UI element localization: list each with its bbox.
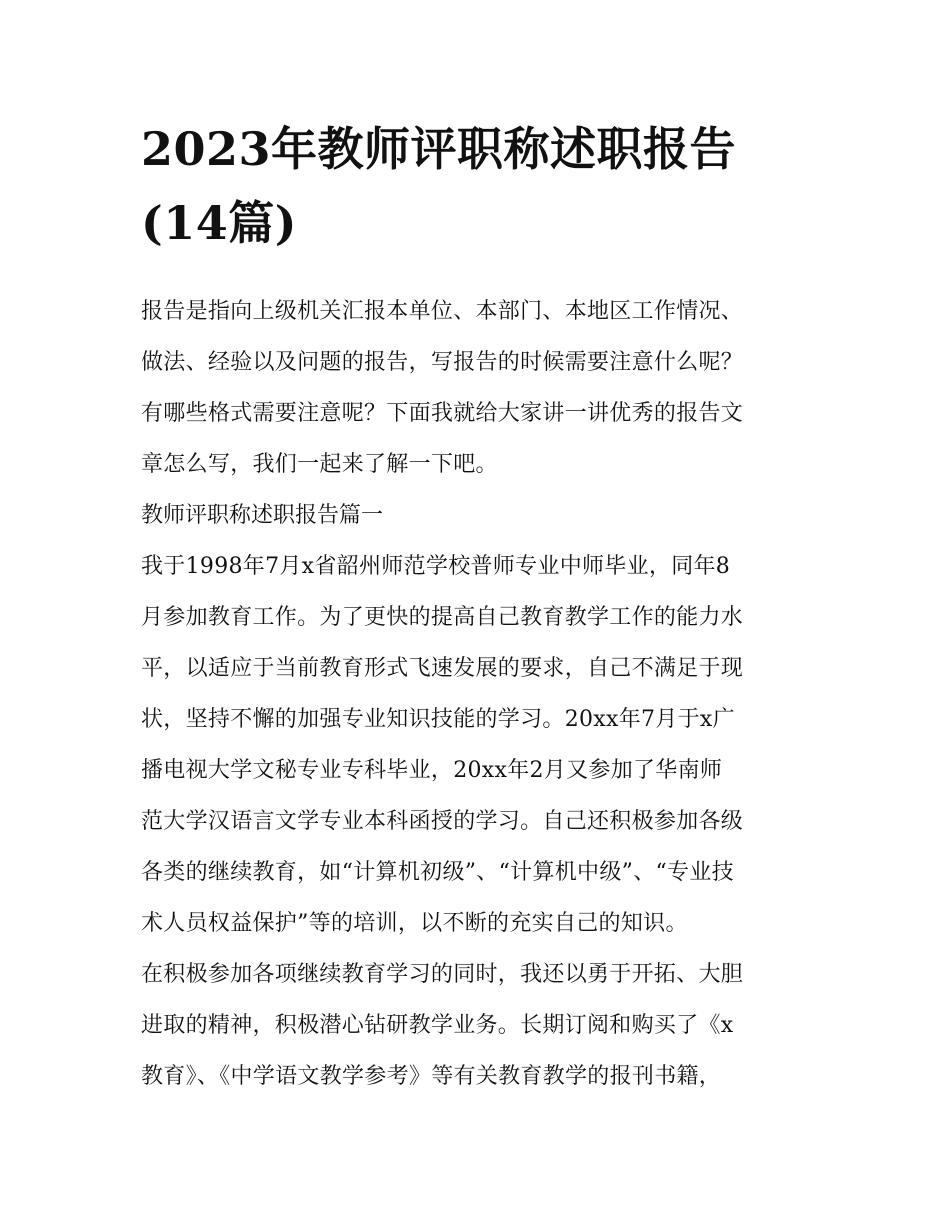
- paragraph-line: 我于1998年7月x省韶州师范学校普师专业中师毕业，同年8: [141, 554, 731, 579]
- intro-line: 报告是指向上级机关汇报本单位、本部门、本地区工作情况、: [141, 299, 744, 324]
- paragraph-line: 进取的精神，积极潜心钻研教学业务。长期订阅和购买了《x: [141, 1013, 734, 1038]
- paragraph-line: 状，坚持不懈的加强专业知识技能的学习。20xx年7月于x广: [141, 707, 735, 732]
- intro-line: 有哪些格式需要注意呢？下面我就给大家讲一讲优秀的报告文: [141, 401, 744, 426]
- intro-line: 章怎么写，我们一起来了解一下吧。: [141, 452, 498, 477]
- paragraph-line: 平，以适应于当前教育形式飞速发展的要求，自己不满足于现: [141, 656, 744, 681]
- document-body: [141, 286, 813, 1102]
- paragraph-1: [141, 541, 813, 949]
- paragraph-line: 术人员权益保护”等的培训，以不断的充实自己的知识。: [141, 911, 688, 936]
- document-page: [141, 112, 813, 1102]
- paragraph-line: 在积极参加各项继续教育学习的同时，我还以勇于开拓、大胆: [141, 962, 744, 987]
- section-heading: 教师评职称述职报告篇一: [141, 503, 384, 528]
- paragraph-line: 月参加教育工作。为了更快的提高自己教育教学工作的能力水: [141, 605, 744, 630]
- paragraph-line: 范大学汉语言文学专业本科函授的学习。自己还积极参加各级: [141, 809, 744, 834]
- paragraph-line: 播电视大学文秘专业专科毕业，20xx年2月又参加了华南师: [141, 758, 723, 783]
- title-line-1: 2023年教师评职称述职报告: [141, 122, 737, 176]
- intro-line: 做法、经验以及问题的报告，写报告的时候需要注意什么呢？: [141, 350, 744, 375]
- intro-paragraph: [141, 286, 813, 490]
- title-line-2: (14篇): [141, 196, 298, 250]
- paragraph-line: 教育》、《中学语文教学参考》等有关教育教学的报刊书籍，: [141, 1064, 722, 1089]
- paragraph-2: [141, 949, 813, 1102]
- paragraph-line: 各类的继续教育，如“计算机初级”、“计算机中级”、“专业技: [141, 860, 734, 885]
- document-title: [141, 112, 813, 260]
